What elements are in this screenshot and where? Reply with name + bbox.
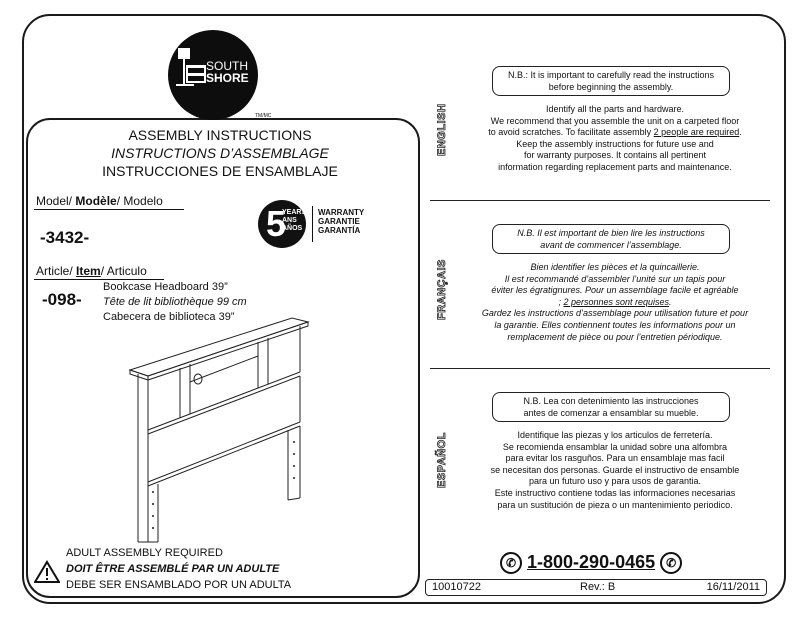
document-date: 16/11/2011 xyxy=(706,581,760,593)
article-label: Article/ Item/ Articulo xyxy=(36,264,147,278)
phone-number[interactable]: 1-800-290-0465 xyxy=(527,552,656,572)
language-tag-english: ENGLISH xyxy=(436,103,448,156)
paragraph-english: Identify all the parts and hardware. We recommend that you assemble the unit on a carpeted floor to avoid scratches. To facilitate assembly 2 people are required. Keep the assembly instructions for future use and for warranty purposes. It contains all pertinent information regarding replacement parts and maintenance. xyxy=(488,104,742,172)
model-number: -3432- xyxy=(40,228,90,247)
title-fr: INSTRUCTIONS D’ASSEMBLAGE xyxy=(111,145,329,161)
nb-spanish: N.B. Lea con detenimiento las instrucciones antes de comenzar a ensamblar su mueble. xyxy=(492,392,730,422)
title-en: ASSEMBLY INSTRUCTIONS xyxy=(128,127,312,143)
adult-warning-en: ADULT ASSEMBLY REQUIRED xyxy=(66,547,223,559)
model-underline xyxy=(34,209,184,210)
section-divider-2 xyxy=(430,368,770,369)
phone-line xyxy=(500,552,682,574)
product-name-en: Bookcase Headboard 39” xyxy=(103,281,228,293)
headboard-illustration xyxy=(118,312,318,544)
revision: Rev.: B xyxy=(580,581,616,593)
warranty-years-number: 5 xyxy=(266,203,287,244)
document-code: 10010722 xyxy=(432,581,481,593)
adult-warning-es: DEBE SER ENSAMBLADO POR UN ADULTA xyxy=(66,579,292,591)
title-es: INSTRUCCIONES DE ENSAMBLAJE xyxy=(102,163,338,179)
brand-text: SOUTH SHORE xyxy=(206,59,249,85)
warranty-divider xyxy=(312,206,313,242)
product-name-fr: Tête de lit bibliothèque 99 cm xyxy=(103,296,247,308)
footer-box xyxy=(425,579,767,596)
warranty-badge xyxy=(258,200,388,248)
warning-icon xyxy=(34,560,60,584)
warranty-text: WARRANTY GARANTIE GARANTÍA xyxy=(318,208,365,235)
trademark: TM/MC xyxy=(255,113,272,119)
nb-french: N.B. Il est important de bien lire les instructions avant de commencer l’assemblage. xyxy=(492,224,730,254)
nb-english: N.B.: It is important to carefully read the instructions before beginning the assembly. xyxy=(492,66,730,96)
warranty-years-label: YEARS ANS AÑOS xyxy=(282,209,307,232)
model-label: Model/ Modèle/ Modelo xyxy=(36,194,163,208)
phone-icon-right: ✆ xyxy=(660,552,682,574)
article-number: -098- xyxy=(42,290,82,309)
section-divider-1 xyxy=(430,200,770,201)
phone-icon: ✆ xyxy=(500,552,522,574)
product-name-es: Cabecera de biblioteca 39” xyxy=(103,311,235,323)
paragraph-french: Bien identifier les pièces et la quincaillerie. Il est recommandé d’assembler l’unité sur un tapis pour éviter les égratignures. Pour un assemblage facile et agréable ; 2 personnes sont requises. Gardez les instructions d’assemblage pour utilisation future et pour la garantie. Elles contiennent toutes les informations pour un remplacement de pièce ou pour l’entretien périodique. xyxy=(481,262,749,342)
adult-warning-fr: DOIT ÊTRE ASSEMBLÉ PAR UN ADULTE xyxy=(66,563,280,575)
language-tag-spanish: ESPAÑOL xyxy=(436,432,448,488)
paragraph-spanish: Identifique las piezas y los articulos de ferretería. Se recomienda ensamblar la unidad sobre una alfombra para evitar los rasguños. Para un ensamblaje mas facil se necesitan dos personas. Guarde el instructivo de ensamble para un futuro uso y para usos de garantia. Este instructivo contiene todas las informaciones necesarias para un sustitución de pieza o un mantenimiento periodico. xyxy=(490,430,740,510)
language-tag-french: FRANÇAIS xyxy=(436,259,448,320)
